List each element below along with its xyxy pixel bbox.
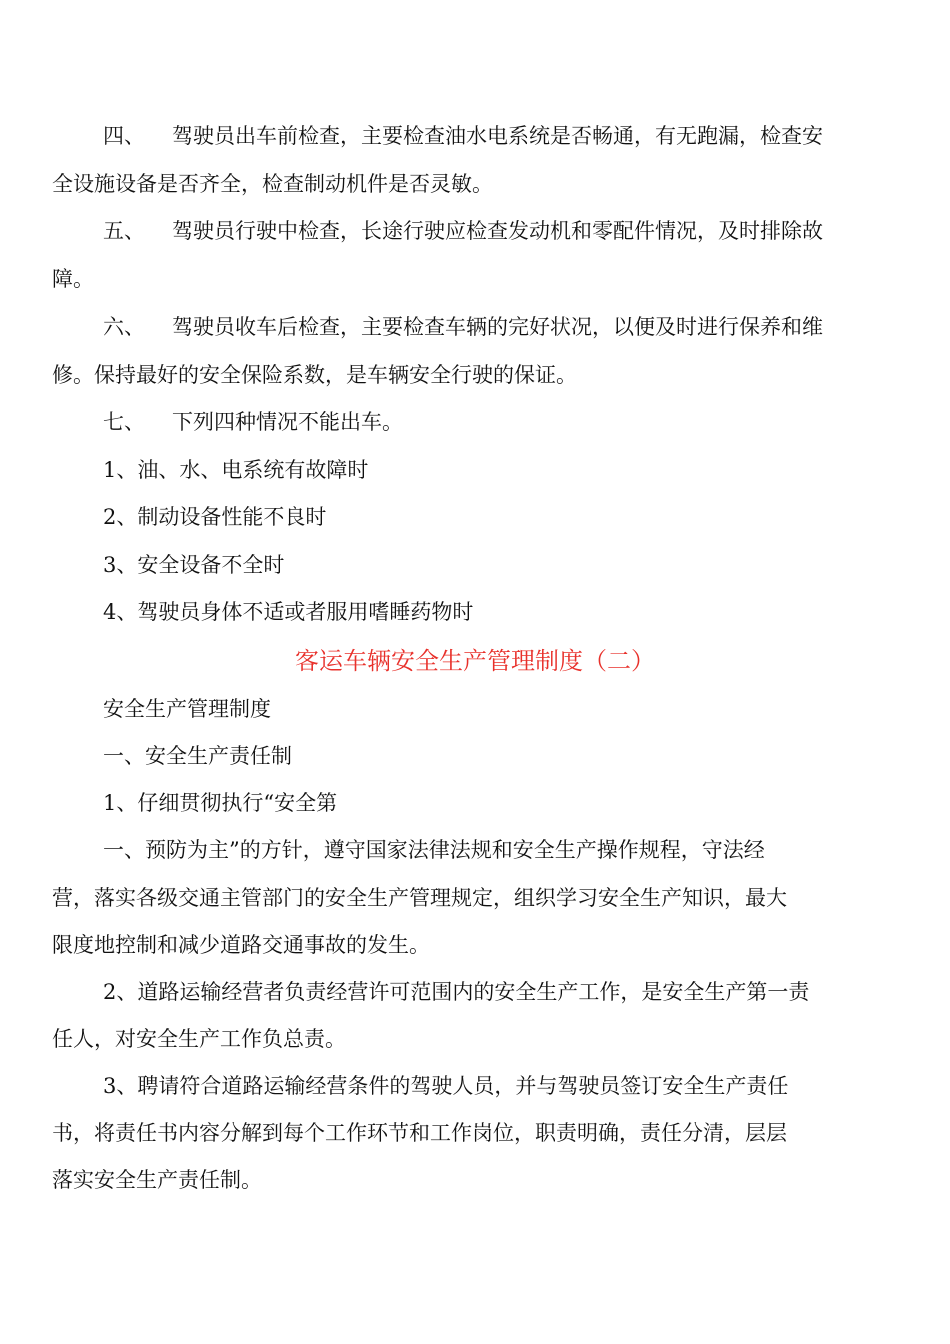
item-4-line-1 [103, 122, 823, 150]
paragraph-2-line-2: 任人，对安全生产工作负总责。 [52, 1027, 346, 1051]
condition-item: 1、油、水、电系统有故障时 [103, 458, 369, 482]
condition-item: 4、驾驶员身体不适或者服用嗜睡药物时 [103, 600, 474, 624]
item-6-line-2: 修。保持最好的安全保险系数，是车辆安全行驶的保证。 [52, 363, 577, 387]
section-heading: 一、安全生产责任制 [103, 744, 292, 768]
section-title: 客运车辆安全生产管理制度（二） [295, 647, 655, 675]
item-5-line-1 [103, 217, 823, 245]
item-4-number: 四、 [103, 124, 145, 148]
item-6-number: 六、 [103, 315, 145, 339]
item-5-number: 五、 [103, 219, 145, 243]
condition-item: 3、安全设备不全时 [103, 553, 285, 577]
item-7-line-1 [103, 408, 403, 436]
item-6-text: 驾驶员收车后检查，主要检查车辆的完好状况，以便及时进行保养和维 [172, 315, 823, 339]
item-4-line-2: 全设施设备是否齐全，检查制动机件是否灵敏。 [52, 172, 493, 196]
item-5-text: 驾驶员行驶中检查，长途行驶应检查发动机和零配件情况，及时排除故 [172, 219, 823, 243]
item-7-text: 下列四种情况不能出车。 [172, 410, 403, 434]
item-7-number: 七、 [103, 410, 145, 434]
paragraph-1-line-1: 1、仔细贯彻执行“安全第 [103, 791, 338, 815]
item-5-line-2: 障。 [52, 267, 94, 291]
section-subtitle: 安全生产管理制度 [103, 697, 271, 721]
paragraph-3-line-1: 3、聘请符合道路运输经营条件的驾驶人员，并与驾驶员签订安全生产责任 [103, 1074, 789, 1098]
paragraph-3-line-2: 书，将责任书内容分解到每个工作环节和工作岗位，职责明确，责任分清，层层 [52, 1121, 787, 1145]
item-4-text: 驾驶员出车前检查，主要检查油水电系统是否畅通，有无跑漏，检查安 [172, 124, 823, 148]
paragraph-1-line-3: 营，落实各级交通主管部门的安全生产管理规定，组织学习安全生产知识，最大 [52, 886, 787, 910]
paragraph-1-line-4: 限度地控制和减少道路交通事故的发生。 [52, 933, 430, 957]
paragraph-2-line-1: 2、道路运输经营者负责经营许可范围内的安全生产工作，是安全生产第一责 [103, 980, 810, 1004]
condition-item: 2、制动设备性能不良时 [103, 505, 327, 529]
paragraph-1-line-2: 一、预防为主”的方针，遵守国家法律法规和安全生产操作规程，守法经 [103, 838, 765, 862]
paragraph-3-line-3: 落实安全生产责任制。 [52, 1168, 262, 1192]
item-6-line-1 [103, 313, 823, 341]
